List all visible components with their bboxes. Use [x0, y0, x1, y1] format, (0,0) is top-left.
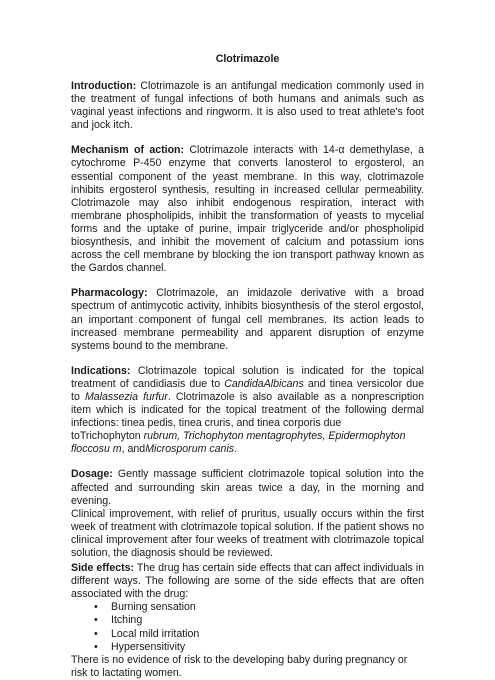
dosage-text: Gently massage sufficient clotrimazole topical solution into the affected and surrounding skin areas twice a day, in the morning and evening. [71, 468, 424, 507]
dosage-paragraph [71, 468, 424, 507]
bullet-icon: • [94, 601, 98, 614]
pharmacology-text: Clotrimazole, an imidazole derivative with a broad spectrum of antimycotic activity, inhibits biosynthesis of the sterol ergostol, an important component of fungal cell membranes. Its action leads to increased membrane permeability and apparent disruption of enzyme systems bound to the membrane. [71, 287, 424, 352]
indications-text-6: . [234, 443, 238, 456]
list-item: • Hypersensitivity [94, 640, 186, 653]
bullet-icon: • [94, 614, 98, 627]
indications-organisms-line [71, 430, 424, 456]
introduction-heading: Introduction: [71, 80, 137, 92]
indications-italic-3: rubrum, Trichophyton mentagrophytes, Epidermophyton floccosu m [71, 430, 406, 456]
spacer [71, 275, 424, 287]
mechanism-heading: Mechanism of action: [71, 144, 185, 157]
mechanism-text: Clotrimazole interacts with 14-α demethylase, a cytochrome P-450 enzyme that converts lanosterol to ergosterol, an essential component of the yeast membrane. In this way, clotrimazole inhibits ergosterol synthesis, resulting in increased cellular permeability. Clotrimazole may also inhibit endogenous respiration, interact with membrane phospholipids, inhibit the transformation of yeasts to mycelial forms and the uptake of purine, impair triglyceride and/or phospholipid biosynthesis, and inhibit the movement of calcium and potassium ions across the cell membrane by blocking the ion transport pathway known as the Gardos channel. [71, 144, 424, 275]
list-item: • Local mild irritation [94, 627, 200, 640]
indications-paragraph [71, 365, 424, 430]
dosage-heading: Dosage: [71, 468, 113, 481]
side-effects-paragraph [71, 562, 424, 601]
spacer [71, 132, 424, 144]
mechanism-paragraph [71, 144, 424, 275]
side-effects-list [71, 601, 424, 653]
pharmacology-paragraph [71, 287, 424, 352]
indications-text-5: , and [121, 443, 146, 456]
indications-text-1: Clotrimazole topical solution is indicated for the topical treatment of candidiasis due to [71, 364, 424, 390]
indications-heading: Indications: [71, 364, 131, 377]
indications-italic-1: CandidaAlbicans [224, 377, 304, 390]
introduction-paragraph [71, 80, 424, 132]
bullet-icon: • [94, 640, 98, 653]
indications-italic-4: Microsporum canis [145, 443, 235, 456]
spacer [71, 456, 424, 468]
indications-text-2: and tinea versicolor due to [71, 377, 424, 403]
side-effects-heading: Side effects: [71, 562, 135, 575]
page-title: Clotrimazole [215, 53, 280, 65]
indications-text-4: toTrichophyton [71, 430, 144, 443]
pharmacology-heading: Pharmacology: [71, 287, 148, 300]
indications-text-3: . Clotrimazole is also available as a nonprescription item which is indicated for the topical treatment of the following dermal infections: tinea pedis, tinea cruris, and tinea corporis due [71, 390, 424, 430]
indications-italic-2: Malassezia furfur [84, 390, 168, 403]
bullet-icon: • [94, 627, 98, 640]
list-item: • Burning sensation [94, 601, 196, 614]
introduction-text: Clotrimazole is an antifungal medication commonly used in the treatment of fungal infections of both humans and animals such as vaginal yeast infections and ringworm. It is also used to treat athlete's foot and jock itch. [71, 80, 424, 132]
list-item: • Itching [94, 614, 143, 627]
dosage-paragraph-2: Clinical improvement, with relief of pruritus, usually occurs within the first week of treatment with clotrimazole topical solution. If the patient shows no clinical improvement after four weeks of treatment with clotrimazole topical solution, the diagnosis should be reviewed. [71, 507, 424, 559]
side-effects-text: The drug has certain side effects that can affect individuals in different ways. The following are some of the side effects that are often associated with the drug: [71, 562, 425, 601]
side-effects-closing: There is no evidence of risk to the developing baby during pregnancy or risk to lactating women. [71, 653, 408, 679]
spacer [71, 353, 424, 365]
